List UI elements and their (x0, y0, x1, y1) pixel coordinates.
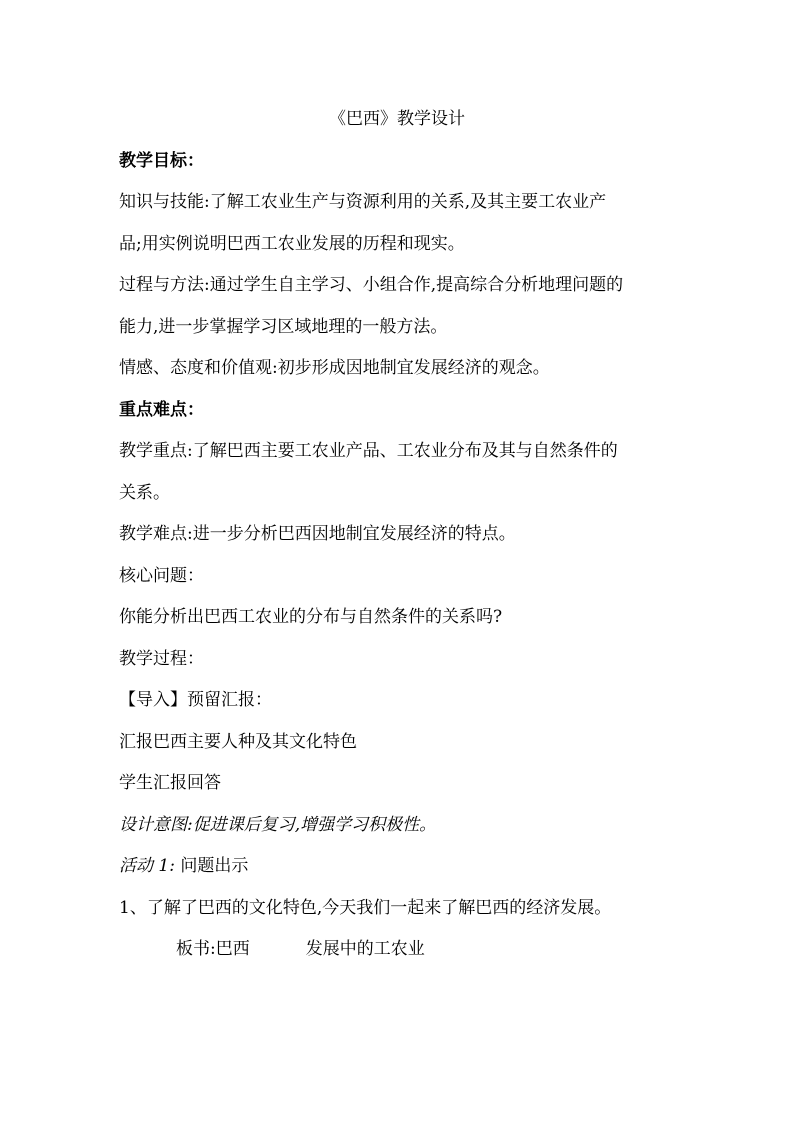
emotion-values-line: 情感、态度和价值观:初步形成因地制宜发展经济的观念。 (119, 358, 550, 378)
knowledge-skills-line-2: 品;用实例说明巴西工农业发展的历程和现实。 (119, 234, 465, 254)
objectives-heading: 教学目标： (119, 151, 204, 171)
intro-heading: 【导入】预留汇报： (119, 690, 272, 710)
knowledge-skills-line-1: 知识与技能:了解工农业生产与资源利用的关系,及其主要工农业产 (119, 192, 607, 212)
teaching-process-heading: 教学过程： (119, 649, 204, 669)
teaching-focus-line-2: 关系。 (119, 483, 170, 503)
teaching-difficulty-line: 教学难点:进一步分析巴西因地制宜发展经济的特点。 (119, 524, 516, 544)
core-question-heading: 核心问题： (119, 566, 204, 586)
activity-1-item: 1、了解了巴西的文化特色,今天我们一起来了解巴西的经济发展。 (119, 898, 612, 918)
blackboard-line (176, 938, 425, 960)
board-content: 发展中的工农业 (305, 939, 425, 959)
teaching-focus-line-1: 教学重点:了解巴西主要工农业产品、工农业分布及其与自然条件的 (119, 441, 618, 461)
design-intent: 设计意图:促进课后复习,增强学习积极性。 (119, 815, 437, 835)
board-label: 板书:巴西 (176, 939, 250, 959)
activity-1-title: 问题出示 (180, 856, 249, 876)
intro-item: 汇报巴西主要人种及其文化特色 (119, 732, 357, 752)
process-methods-line-1: 过程与方法:通过学生自主学习、小组合作,提高综合分析地理问题的 (119, 275, 624, 295)
activity-1-label: 活动 1: (119, 856, 175, 876)
process-methods-line-2: 能力,进一步掌握学习区域地理的一般方法。 (119, 317, 448, 337)
activity-1-heading (119, 855, 248, 877)
core-question-text: 你能分析出巴西工农业的分布与自然条件的关系吗? (119, 607, 503, 627)
document-title: 《巴西》教学设计 (329, 109, 465, 129)
intro-response: 学生汇报回答 (119, 773, 221, 793)
key-points-heading: 重点难点： (119, 400, 204, 420)
